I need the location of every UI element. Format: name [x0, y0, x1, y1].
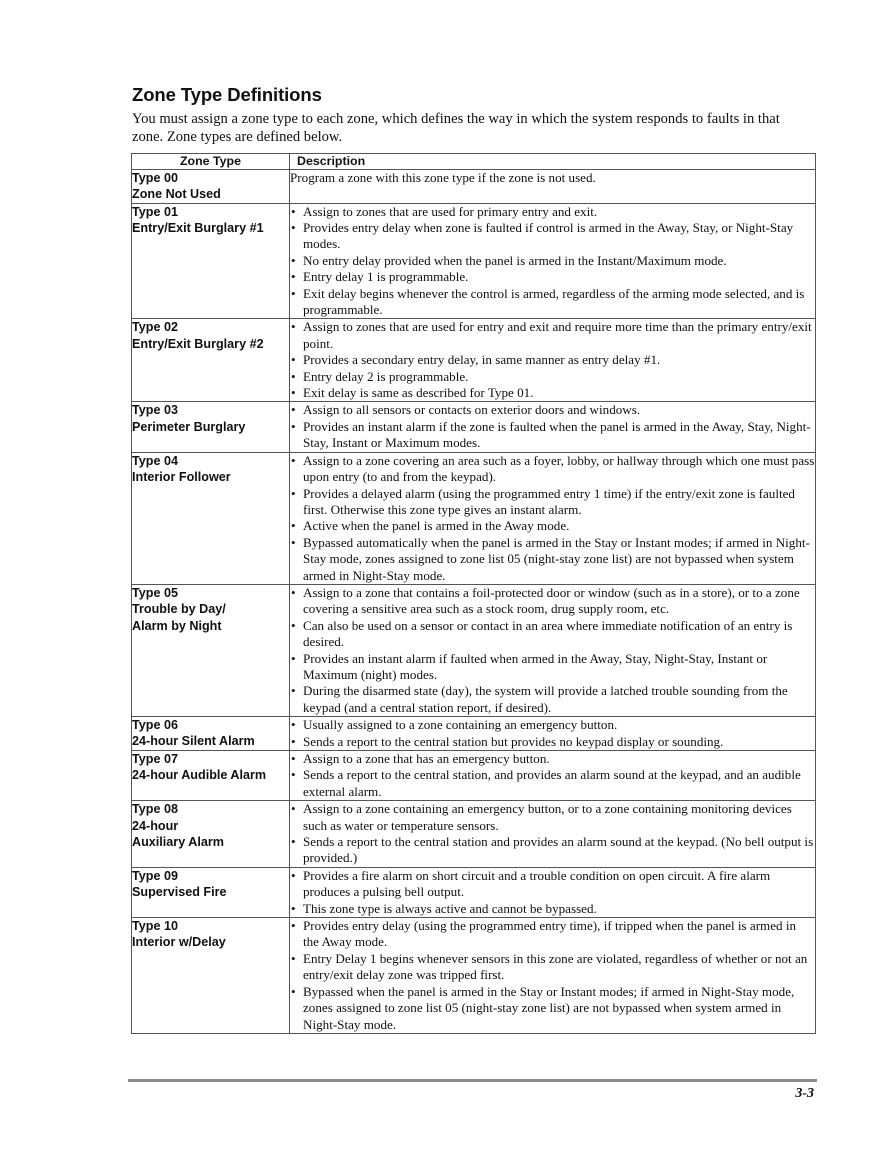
description-bullet-list — [290, 918, 815, 1033]
table-row — [132, 203, 816, 319]
footer-rule — [128, 1079, 817, 1082]
column-header-zone-type: Zone Type — [132, 154, 290, 170]
description-bullet-list — [290, 402, 815, 451]
description-bullet: • Provides entry delay (using the programmed entry time), if tripped when the panel is armed in the Away mode. — [290, 918, 815, 951]
description-bullet: • Can also be used on a sensor or contact in an area where immediate notification of an entry is desired. — [290, 618, 815, 651]
description-cell — [290, 867, 816, 917]
description-bullet: • Entry Delay 1 begins whenever sensors in this zone are violated, regardless of whether or not an entry/exit delay zone was tripped first. — [290, 951, 815, 984]
zone-type-table — [131, 153, 816, 1034]
zone-type-number: Type 02 — [132, 320, 178, 335]
zone-type-number: Type 05 — [132, 585, 178, 600]
zone-type-name: Alarm by Night — [132, 618, 222, 633]
zone-type-name: 24-hour Audible Alarm — [132, 768, 267, 783]
description-bullet-list — [290, 319, 815, 401]
description-bullet: • Exit delay is same as described for Type 01. — [290, 385, 815, 401]
zone-type-cell — [132, 203, 290, 319]
zone-type-cell — [132, 170, 290, 204]
table-row — [132, 584, 816, 716]
zone-type-cell — [132, 319, 290, 402]
zone-type-name: 24-hour — [132, 818, 179, 833]
description-bullet-list — [290, 585, 815, 716]
description-cell — [290, 584, 816, 716]
description-cell — [290, 801, 816, 868]
description-bullet: • Assign to a zone that has an emergency button. — [290, 751, 815, 767]
zone-type-number: Type 07 — [132, 752, 178, 766]
description-bullet-list — [290, 801, 815, 867]
description-bullet-list — [290, 453, 815, 584]
description-bullet: • Exit delay begins whenever the control is armed, regardless of the arming mode selected, and is programmable. — [290, 286, 815, 319]
description-cell — [290, 402, 816, 452]
description-bullet: • Bypassed automatically when the panel is armed in the Stay or Instant modes; if armed in Night-Stay mode, zones assigned to zone list 05 (night-stay zone list) are not bypassed when system armed in Night-Stay mode. — [290, 535, 815, 584]
description-bullet: • No entry delay provided when the panel is armed in the Instant/Maximum mode. — [290, 253, 815, 269]
zone-type-name: Trouble by Day/ — [132, 602, 226, 617]
zone-type-number: Type 10 — [132, 919, 178, 934]
table-row — [132, 319, 816, 402]
zone-type-number: Type 01 — [132, 204, 178, 219]
description-bullet: • Provides entry delay when zone is faulted if control is armed in the Away, Stay, or Night-Stay modes. — [290, 220, 815, 253]
column-header-description: Description — [290, 154, 816, 170]
table-row — [132, 402, 816, 452]
description-bullet: • Provides a delayed alarm (using the programmed entry 1 time) if the entry/exit zone is faulted first. Otherwise this zone type gives an instant alarm. — [290, 486, 815, 519]
table-row — [132, 452, 816, 584]
table-row — [132, 918, 816, 1034]
zone-type-cell — [132, 751, 290, 801]
zone-type-name: Entry/Exit Burglary #2 — [132, 336, 264, 351]
zone-type-name: Perimeter Burglary — [132, 419, 246, 434]
description-cell — [290, 170, 816, 204]
description-bullet: • Provides an instant alarm if faulted when armed in the Away, Stay, Night-Stay, Instant or Maximum (night) modes. — [290, 651, 815, 684]
zone-type-number: Type 08 — [132, 802, 178, 817]
zone-type-name: Interior w/Delay — [132, 935, 226, 950]
zone-type-number: Type 03 — [132, 403, 178, 418]
zone-type-number: Type 04 — [132, 453, 178, 468]
table-row — [132, 717, 816, 751]
zone-type-name: Interior Follower — [132, 469, 231, 484]
zone-type-name: Zone Not Used — [132, 187, 221, 202]
description-cell — [290, 751, 816, 801]
description-bullet: • Assign to a zone that contains a foil-protected door or window (such as in a store), or to a zone covering a sensitive area such as a stock room, drug supply room, etc. — [290, 585, 815, 618]
table-row — [132, 867, 816, 917]
description-cell — [290, 203, 816, 319]
description-bullet: • Assign to zones that are used for entry and exit and require more time than the primary entry/exit point. — [290, 319, 815, 352]
description-bullet: • This zone type is always active and cannot be bypassed. — [290, 901, 815, 917]
zone-type-cell — [132, 452, 290, 584]
zone-type-name: Supervised Fire — [132, 885, 227, 900]
table-row — [132, 751, 816, 801]
table-header-row — [132, 154, 816, 170]
description-bullet: • Active when the panel is armed in the Away mode. — [290, 518, 815, 534]
table-row — [132, 801, 816, 868]
description-cell — [290, 319, 816, 402]
zone-type-cell — [132, 717, 290, 751]
zone-type-name: Auxiliary Alarm — [132, 834, 224, 849]
zone-type-cell — [132, 584, 290, 716]
description-cell — [290, 918, 816, 1034]
description-bullet: • Provides an instant alarm if the zone is faulted when the panel is armed in the Away, Stay, Night-Stay, Instant or Maximum modes. — [290, 419, 815, 452]
description-bullet: • Entry delay 1 is programmable. — [290, 269, 815, 285]
description-bullet: • Provides a secondary entry delay, in same manner as entry delay #1. — [290, 352, 815, 368]
description-bullet-list — [290, 868, 815, 917]
description-cell — [290, 717, 816, 751]
zone-type-cell — [132, 402, 290, 452]
description-bullet: • Sends a report to the central station but provides no keypad display or sounding. — [290, 734, 815, 750]
description-bullet: • Assign to zones that are used for primary entry and exit. — [290, 204, 815, 220]
section-heading: Zone Type Definitions — [132, 84, 322, 105]
description-bullet: • Provides a fire alarm on short circuit and a trouble condition on open circuit. A fire alarm produces a pulsing bell output. — [290, 868, 815, 901]
description-text: Program a zone with this zone type if the zone is not used. — [290, 170, 596, 185]
description-bullet: • Entry delay 2 is programmable. — [290, 369, 815, 385]
intro-paragraph: You must assign a zone type to each zone, which defines the way in which the system responds to faults in that zone. Zone types are defined below. — [132, 111, 780, 145]
zone-type-cell — [132, 867, 290, 917]
zone-type-name: 24-hour Silent Alarm — [132, 734, 255, 749]
page-number: 3-3 — [795, 1086, 814, 1101]
zone-type-cell — [132, 918, 290, 1034]
description-cell — [290, 452, 816, 584]
zone-type-name: Entry/Exit Burglary #1 — [132, 220, 264, 235]
description-bullet: • Sends a report to the central station and provides an alarm sound at the keypad. (No bell output is provided.) — [290, 834, 815, 867]
description-bullet: • Assign to a zone containing an emergency button, or to a zone containing monitoring devices such as water or temperature sensors. — [290, 801, 815, 834]
description-bullet-list — [290, 717, 815, 750]
table-row — [132, 170, 816, 204]
zone-type-rows — [132, 170, 816, 1034]
description-bullet: • During the disarmed state (day), the system will provide a latched trouble sounding from the keypad (and a central station report, if desired). — [290, 683, 815, 716]
description-bullet: • Bypassed when the panel is armed in the Stay or Instant modes; if armed in Night-Stay mode, zones assigned to zone list 05 (night-stay zone list) are not bypassed when system armed in Night-Stay mode. — [290, 984, 815, 1033]
description-bullet-list — [290, 204, 815, 319]
zone-type-number: Type 06 — [132, 718, 178, 733]
zone-type-cell — [132, 801, 290, 868]
description-bullet-list — [290, 751, 815, 800]
description-bullet: • Usually assigned to a zone containing an emergency button. — [290, 717, 815, 733]
zone-type-number: Type 00 — [132, 171, 178, 185]
description-bullet: • Sends a report to the central station, and provides an alarm sound at the keypad, and an audible external alarm. — [290, 767, 815, 800]
description-bullet: • Assign to a zone covering an area such as a foyer, lobby, or hallway through which one must pass upon entry (to and from the keypad). — [290, 453, 815, 486]
zone-type-number: Type 09 — [132, 868, 178, 883]
description-bullet: • Assign to all sensors or contacts on exterior doors and windows. — [290, 402, 815, 418]
